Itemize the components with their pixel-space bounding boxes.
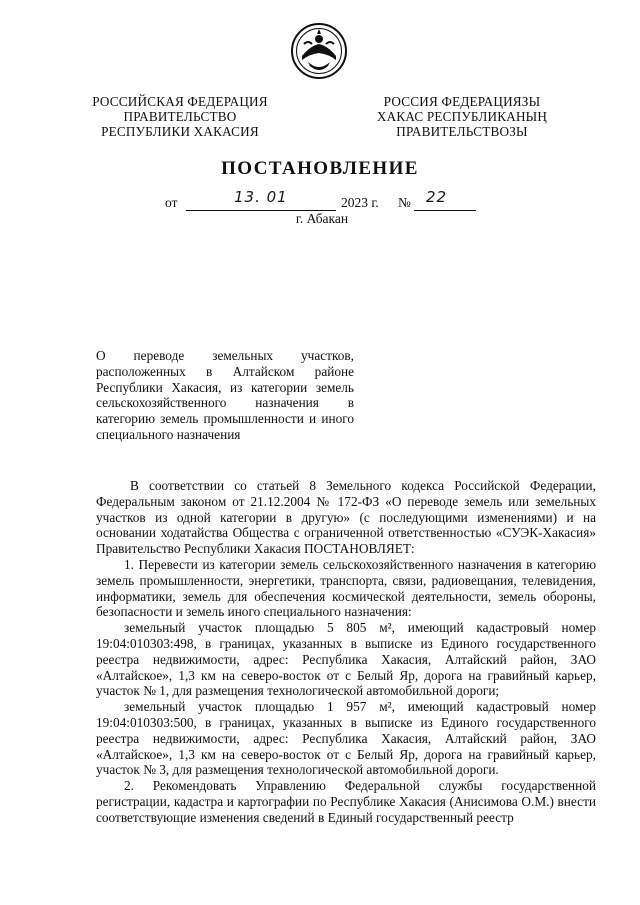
body-paragraph: В соответствии со статьей 8 Земельного кодекса Российской Федерации, Федеральным законом от 21.12.2004 № 172-ФЗ «О переводе земель или земельных участков из одной категории в другую» (с последующими изменениями) и на основании ходатайства Общества с ограниченной ответственностью «СУЭК-Хакасия» Правительство Республики Хакасия ПОСТАНОВЛЯЕТ:: [96, 478, 596, 557]
header-right-line: РОССИЯ ФЕДЕРАЦИЯЗЫ: [383, 94, 541, 109]
header-left-block: [70, 94, 290, 140]
header-right-block: [352, 94, 572, 140]
body-paragraph: 2. Рекомендовать Управлению Федеральной службы государственной регистрации, кадастра и картографии по Республике Хакасия (Анисимова О.М.) внести соответствующие изменения сведений в Единый государственный реестр: [96, 778, 596, 825]
header-left-line: РЕСПУБЛИКИ ХАКАСИЯ: [101, 124, 259, 140]
city-label: г. Абакан: [295, 211, 349, 226]
header-left-line: РОССИЙСКАЯ ФЕДЕРАЦИЯ: [92, 94, 268, 109]
number-label: №: [398, 195, 411, 210]
handwritten-date: 13. 01: [234, 188, 288, 206]
handwritten-number: 22: [426, 188, 448, 206]
number-underline: [414, 188, 476, 211]
document-subject: О переводе земельных участков, расположенных в Алтайском районе Республики Хакасия, из категории земель сельскохозяйственного назначения в категорию земель промышленности и иного специального назначения: [96, 348, 354, 442]
header-right-line: ХАКАС РЕСПУБЛИКАНЫҢ: [376, 109, 548, 125]
document-title: ПОСТАНОВЛЕНИЕ: [221, 158, 419, 179]
date-from-label: от: [165, 195, 178, 210]
year-label: 2023 г.: [341, 195, 379, 210]
body-paragraph: 1. Перевести из категории земель сельскохозяйственного назначения в категорию земель промышленности, энергетики, транспорта, связи, радиовещания, телевидения, информатики, земель для обеспечения космической деятельности, земель обороны, безопасности и земель иного специального назначения:: [96, 556, 596, 620]
coat-of-arms-icon: [290, 22, 348, 80]
header-left-line: ПРАВИТЕЛЬСТВО: [123, 109, 237, 125]
body-paragraph: земельный участок площадью 5 805 м², имеющий кадастровый номер 19:04:010303:498, в границах, указанных в выписке из Единого государственного реестра недвижимости, адрес: Республика Хакасия, Алтайский район, ЗАО «Алтайское», 1,3 км на северо-восток от с Белый Яр, дорога на гравийный карьер, участок № 1, для размещения технологической автомобильной дороги;: [96, 620, 596, 699]
body-paragraph: земельный участок площадью 1 957 м², имеющий кадастровый номер 19:04:010303:500, в границах, указанных в выписке из Единого государственного реестра недвижимости, адрес: Республика Хакасия, Алтайский район, ЗАО «Алтайское», 1,3 км на северо-восток от с Белый Яр, дорога на гравийный карьер, участок № 3, для размещения технологической автомобильной дороги.: [96, 699, 596, 778]
header-right-line: ПРАВИТЕЛЬСТВОЗЫ: [396, 124, 528, 140]
document-body: [96, 478, 596, 826]
date-underline: [186, 188, 336, 211]
